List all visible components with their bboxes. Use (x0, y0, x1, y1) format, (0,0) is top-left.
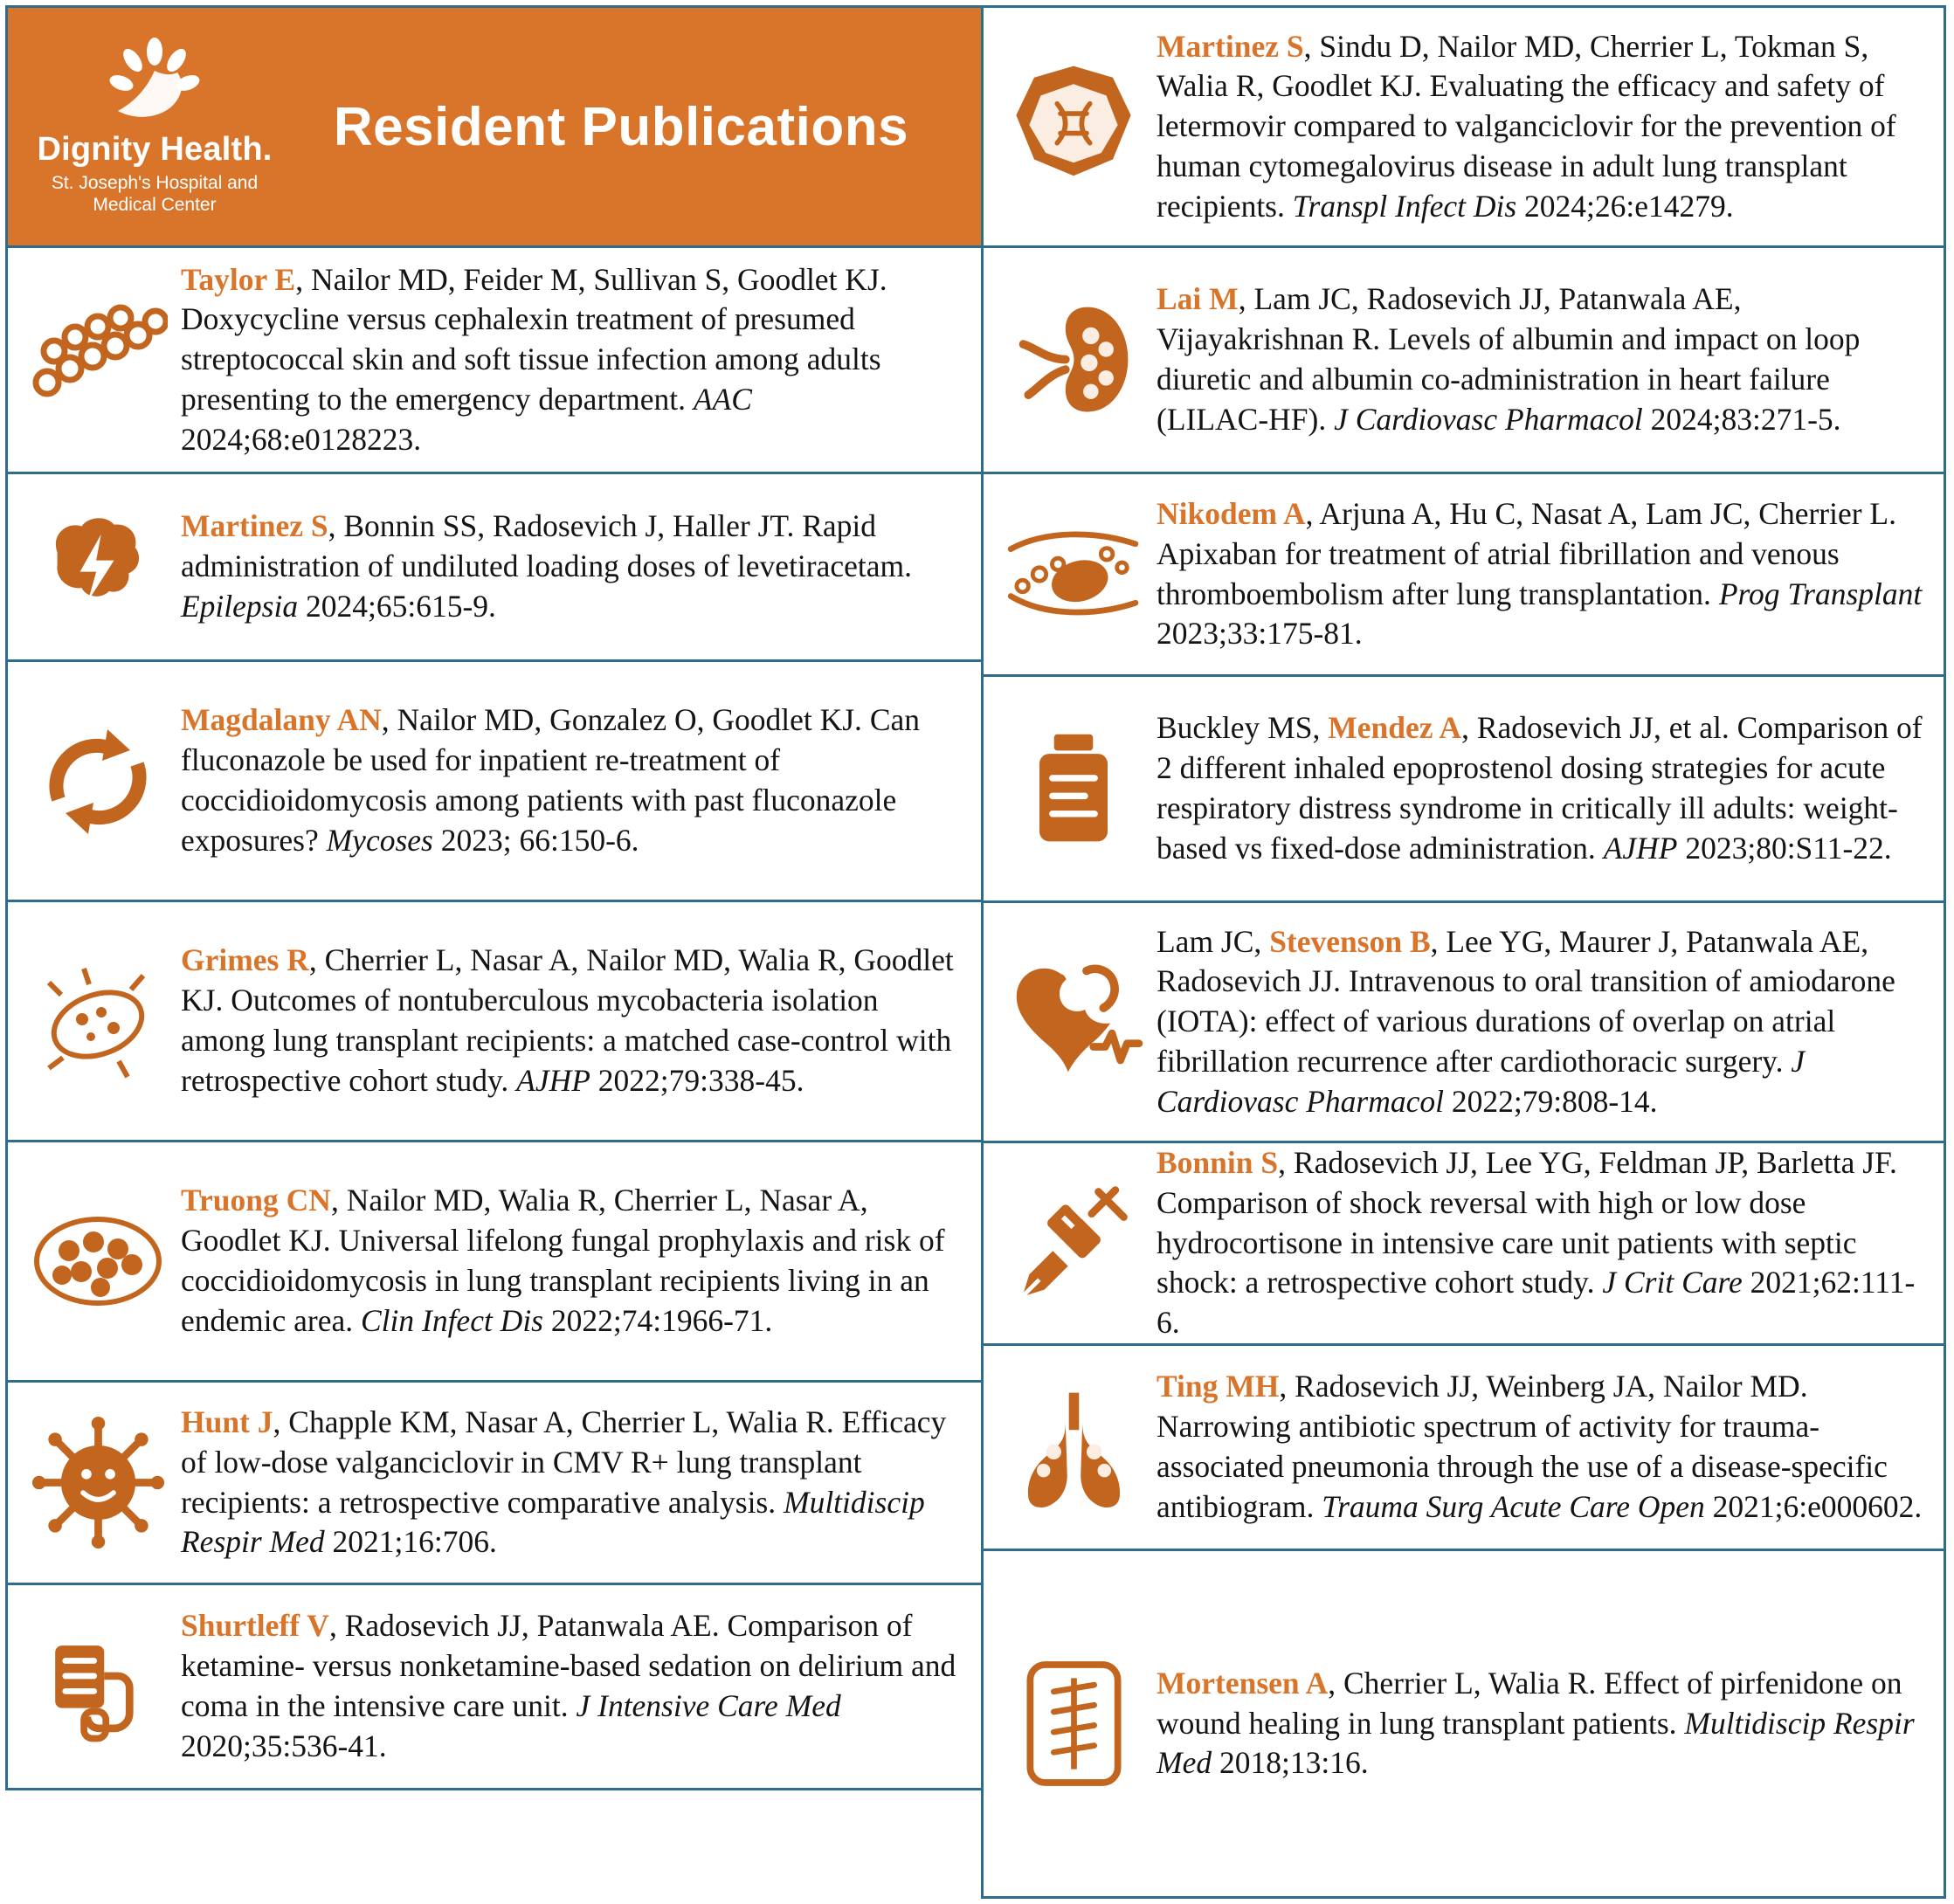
resident-author: Lai M (1157, 281, 1239, 317)
citation-detail: 2023;80:S11-22. (1677, 830, 1892, 866)
citation-detail: 2024;26:e14279. (1516, 188, 1734, 224)
coauthors: , Lam JC, Radosevich JJ, Patanwala AE, Vijayakrishnan R. (1157, 281, 1742, 357)
lead-authors: Lam JC, (1157, 923, 1270, 959)
syringe-icon (991, 1180, 1157, 1307)
article-title: Intravenous to oral transition of amiodarone (IOTA): effect of various durations of overlap on atrial fibrillation recurrence after cardiothoracic surgery. (1157, 963, 1895, 1079)
coauthors: , Bonnin SS, Radosevich J, Haller JT. (328, 508, 803, 544)
publication-citation (181, 507, 969, 626)
journal-name: Transpl Infect Dis (1292, 188, 1517, 224)
resident-author: Hunt J (181, 1404, 273, 1439)
resident-author: Bonnin S (1157, 1145, 1279, 1181)
citation-detail: 2024;83:271-5. (1642, 401, 1841, 437)
kidney-icon (991, 297, 1157, 424)
citation-detail: 2018;13:16. (1212, 1745, 1369, 1781)
article-title: Can fluconazole be used for inpatient re-treatment of coccidioidomycosis among patients with past fluconazole exposures? (181, 702, 920, 858)
coauthors: , Cherrier L, Nasar A, Nailor MD, Walia R, Goodlet KJ. (181, 942, 954, 1018)
page-title: Resident Publications (333, 96, 909, 157)
article-title: Effect of pirfenidone on wound healing in lung transplant patients. (1157, 1665, 1902, 1741)
article-title: Comparison of ketamine- versus nonketamine-based sedation on delirium and coma in the intensive care unit. (181, 1608, 956, 1723)
citation-detail: 2023;33:175-81. (1157, 616, 1363, 652)
resident-author: Mendez A (1328, 710, 1462, 746)
resident-author: Nikodem A (1157, 495, 1306, 531)
publication-citation (181, 1181, 969, 1341)
coauthors: , Lee YG, Maurer J, Patanwala AE, Radosevich JJ. (1157, 923, 1869, 999)
publication-citation (1157, 279, 1931, 439)
publication-item (981, 1343, 1946, 1551)
brain-lightning-icon (15, 510, 181, 624)
publication-citation (1157, 922, 1931, 1122)
publication-citation (1157, 1143, 1931, 1343)
publication-citation (181, 260, 969, 460)
lead-authors: Buckley MS, (1157, 710, 1329, 746)
publication-item (5, 1140, 984, 1383)
bacteria-chain-icon (15, 299, 181, 421)
article-title: Levels of albumin and impact on loop diuretic and albumin co-administration in heart failure (LILAC-HF). (1157, 321, 1861, 437)
resident-author: Ting MH (1157, 1369, 1280, 1404)
coauthors: , Radosevich JJ, Lee YG, Feldman JP, Barletta JF. (1278, 1145, 1897, 1181)
journal-name: J Intensive Care Med (576, 1688, 841, 1723)
poster-header (5, 5, 984, 248)
brand-name: Dignity Health. (37, 130, 273, 168)
article-title: Comparison of 2 different inhaled epoprostenol dosing strategies for acute respiratory distress syndrome in critically ill adults: weight-based vs fixed-dose administration. (1157, 710, 1923, 866)
resident-author: Grimes R (181, 942, 309, 978)
right-column (981, 5, 1946, 1899)
article-title: Apixaban for treatment of atrial fibrillation and venous thromboembolism after lung transplantation. (1157, 535, 1840, 611)
journal-name: Multidiscip Respir Med (1157, 1705, 1915, 1781)
wound-sutures-icon (991, 1656, 1157, 1791)
coauthors: , Nailor MD, Gonzalez O, Goodlet KJ. (381, 702, 870, 738)
publication-item (981, 472, 1946, 677)
publication-citation (1157, 708, 1931, 868)
publication-item (981, 1141, 1946, 1346)
brand-subtitle: St. Joseph's Hospital and Medical Center (51, 172, 259, 215)
publication-item (5, 659, 984, 902)
citation-detail: 2021;62:111-6. (1157, 1265, 1916, 1341)
medicine-bottle-icon (991, 728, 1157, 850)
citation-detail: 2021;16:706. (324, 1524, 497, 1560)
citation-detail: 2021;6:e000602. (1704, 1488, 1923, 1524)
journal-name: Prog Transplant (1718, 576, 1923, 611)
resident-author: Shurtleff V (181, 1608, 329, 1644)
heart-ekg-icon (991, 959, 1157, 1086)
coauthors: , Radosevich JJ, et al. (1461, 710, 1737, 746)
article-title: Rapid administration of undiluted loading doses of levetiracetam. (181, 508, 912, 584)
publication-citation (181, 1403, 969, 1563)
publication-item (981, 674, 1946, 903)
citation-detail: 2022;79:808-14. (1444, 1083, 1658, 1119)
bacterium-icon (15, 960, 181, 1082)
left-column (5, 5, 984, 1899)
resident-author: Stevenson B (1269, 923, 1431, 959)
publication-item (981, 245, 1946, 474)
flower-logo-icon (102, 38, 207, 129)
journal-name: J Cardiovasc Pharmacol (1334, 401, 1643, 437)
publication-item (5, 1583, 984, 1790)
iv-pump-icon (15, 1624, 181, 1750)
publication-item (5, 900, 984, 1142)
citation-detail: 2023; 66:150-6. (432, 822, 639, 858)
journal-name: Multidiscip Respir Med (181, 1484, 925, 1560)
coauthors: , Cherrier L, Walia R. (1328, 1665, 1605, 1700)
blood-clot-vessel-icon (991, 515, 1157, 633)
virus-cell-icon (991, 61, 1157, 192)
recycle-arrows-icon (15, 715, 181, 846)
resident-author: Mortensen A (1157, 1665, 1329, 1700)
dignity-health-logo (24, 38, 286, 217)
publication-citation (181, 941, 969, 1100)
coauthors: , Chapple KM, Nasar A, Cherrier L, Walia R. (273, 1404, 842, 1439)
article-title: Outcomes of nontuberculous mycobacteria isolation among lung transplant recipients: a matched case-control with retrospective cohort study. (181, 983, 952, 1098)
publication-item (981, 900, 1946, 1143)
citation-detail: 2020;35:536-41. (181, 1728, 387, 1763)
journal-name: J Crit Care (1602, 1265, 1743, 1300)
fungal-spores-icon (15, 1200, 181, 1322)
article-title: Comparison of shock reversal with high or low dose hydrocortisone in intensive care unit patients with septic shock: a retrospective cohort study. (1157, 1184, 1857, 1300)
coauthors: , Radosevich JJ, Weinberg JA, Nailor MD. (1279, 1369, 1808, 1404)
journal-name: AJHP (516, 1062, 590, 1098)
journal-name: Mycoses (326, 822, 433, 858)
citation-detail: 2022;79:338-45. (590, 1062, 804, 1098)
resident-author: Magdalany AN (181, 702, 382, 738)
publication-citation (1157, 494, 1931, 654)
coauthors: , Arjuna A, Hu C, Nasat A, Lam JC, Cherrier L. (1305, 495, 1896, 531)
citation-detail: 2022;74:1966-71. (543, 1302, 773, 1338)
publication-citation (181, 700, 969, 860)
publication-item (981, 5, 1946, 248)
publication-citation (181, 1606, 969, 1766)
article-title: Evaluating the efficacy and safety of letermovir compared to valganciclovir for the prevention of human cytomegalovirus disease in adult lung transplant recipients. (1157, 68, 1896, 224)
publication-item (981, 1549, 1946, 1899)
journal-name: Clin Infect Dis (360, 1302, 543, 1338)
journal-name: AJHP (1603, 830, 1678, 866)
virus-icon (15, 1415, 181, 1550)
article-title: Doxycycline versus cephalexin treatment of presumed streptococcal skin and soft tissue infection among adults presenting to the emergency department. (181, 301, 881, 417)
resident-author: Truong CN (181, 1183, 331, 1218)
publication-item (5, 1380, 984, 1585)
coauthors: , Radosevich JJ, Patanwala AE. (328, 1608, 728, 1644)
coauthors: , Nailor MD, Feider M, Sullivan S, Goodlet KJ. (295, 261, 887, 297)
publication-item (5, 472, 984, 662)
publication-citation (1157, 1664, 1931, 1783)
resident-author: Martinez S (1157, 28, 1304, 64)
journal-name: Epilepsia (181, 588, 299, 624)
publication-citation (1157, 27, 1931, 227)
publication-item (5, 245, 984, 474)
article-title: Efficacy of low-dose valganciclovir in CMV R+ lung transplant recipients: a retrospective comparative analysis. (181, 1404, 947, 1520)
article-title: Universal lifelong fungal prophylaxis and risk of coccidioidomycosis in lung transplant recipients living in an endemic area. (181, 1223, 945, 1338)
journal-name: AAC (693, 381, 752, 417)
lungs-icon (991, 1384, 1157, 1511)
coauthors: , Nailor MD, Walia R, Cherrier L, Nasar A, Goodlet KJ. (181, 1183, 868, 1259)
coauthors: , Sindu D, Nailor MD, Cherrier L, Tokman S, Walia R, Goodlet KJ. (1157, 28, 1869, 104)
publication-citation (1157, 1367, 1931, 1527)
citation-detail: 2024;68:e0128223. (181, 421, 422, 457)
citation-detail: 2024;65:615-9. (298, 588, 496, 624)
resident-author: Martinez S (181, 508, 328, 544)
article-title: Narrowing antibiotic spectrum of activity for trauma-associated pneumonia through the use of a disease-specific antibiogram. (1157, 1409, 1888, 1524)
journal-name: Trauma Surg Acute Care Open (1322, 1488, 1705, 1524)
resident-author: Taylor E (181, 261, 296, 297)
journal-name: J Cardiovasc Pharmacol (1157, 1043, 1806, 1119)
